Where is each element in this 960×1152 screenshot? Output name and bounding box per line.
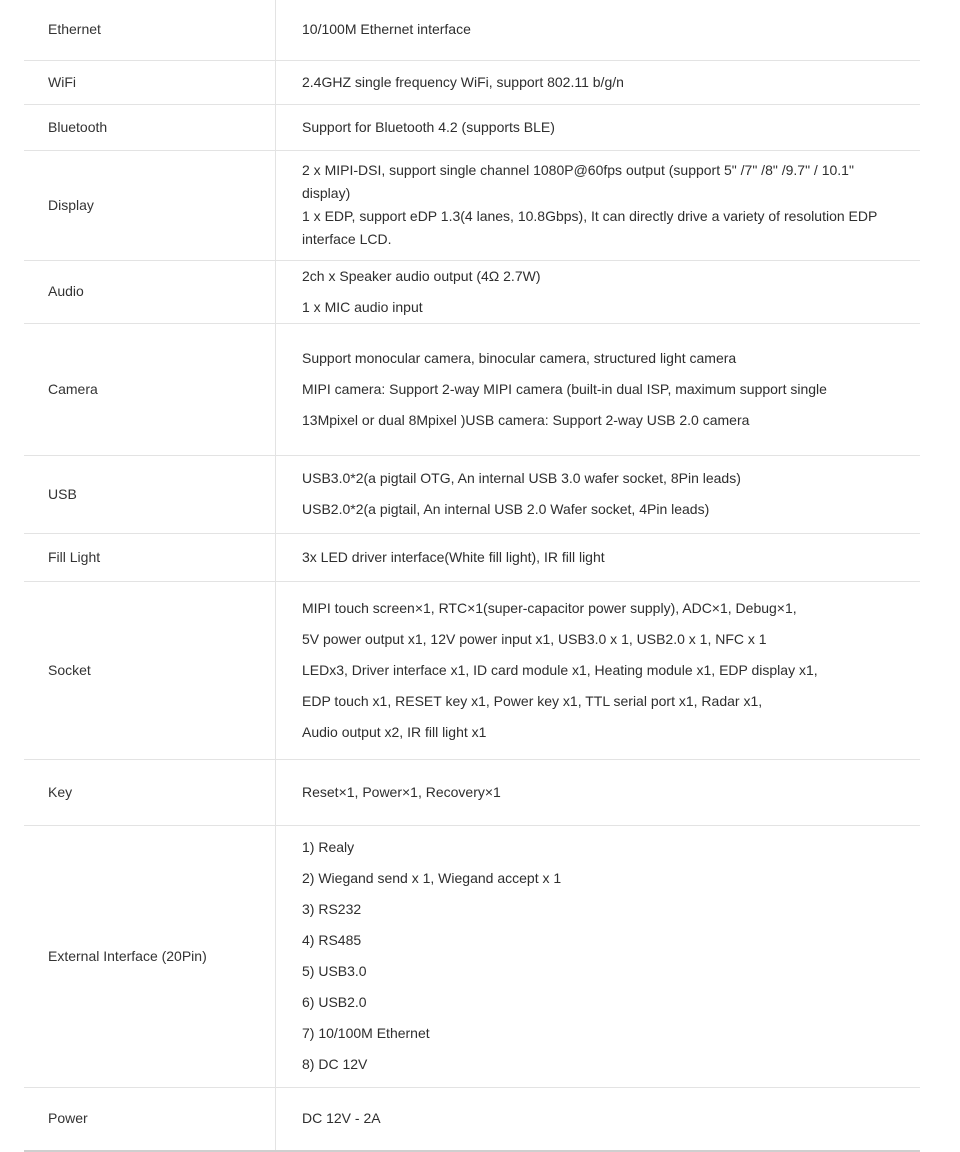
spec-value <box>276 581 921 759</box>
spec-value-line: 8) DC 12V <box>302 1056 368 1072</box>
spec-label: Key <box>24 759 276 825</box>
spec-value <box>276 104 921 150</box>
spec-value-line: 2) Wiegand send x 1, Wiegand accept x 1 <box>302 870 562 886</box>
spec-label: Power <box>24 1087 276 1151</box>
spec-row-key <box>24 759 920 825</box>
spec-row-fill-light <box>24 533 920 581</box>
spec-value <box>276 759 921 825</box>
spec-label: External Interface (20Pin) <box>24 825 276 1087</box>
spec-value-line: MIPI touch screen×1, RTC×1(super-capacitor power supply), ADC×1, Debug×1, <box>302 599 797 616</box>
spec-value-line: 10/100M Ethernet interface <box>302 21 471 38</box>
spec-row-ethernet <box>24 0 920 60</box>
spec-row-camera <box>24 323 920 455</box>
spec-row-external-interface <box>24 825 920 1087</box>
spec-label: Socket <box>24 581 276 759</box>
spec-value-line: 3x LED driver interface(White fill light), IR fill light <box>302 548 605 565</box>
spec-label: Display <box>24 150 276 260</box>
specifications-table <box>24 0 920 1152</box>
spec-value-line: 1) Realy <box>302 839 355 855</box>
spec-value-line: Support for Bluetooth 4.2 (supports BLE) <box>302 118 555 135</box>
spec-row-usb <box>24 455 920 533</box>
spec-row-bluetooth <box>24 104 920 150</box>
spec-value-line: 1 x EDP, support eDP 1.3(4 lanes, 10.8Gbps), It can directly drive a variety of resolution EDP interface LCD. <box>302 208 878 247</box>
spec-value <box>276 150 921 260</box>
spec-row-display <box>24 150 920 260</box>
spec-row-audio <box>24 260 920 323</box>
spec-value-line: 3) RS232 <box>302 901 362 917</box>
spec-label: Fill Light <box>24 533 276 581</box>
spec-value <box>276 323 921 455</box>
spec-value-line: 2.4GHZ single frequency WiFi, support 802.11 b/g/n <box>302 73 624 90</box>
spec-value-line: 4) RS485 <box>302 932 362 948</box>
spec-value-line: 2 x MIPI-DSI, support single channel 1080P@60fps output (support 5" /7" /8" /9.7" / 10.1" display) <box>302 162 854 201</box>
spec-value <box>276 533 921 581</box>
spec-label: Ethernet <box>24 0 276 60</box>
spec-row-wifi <box>24 60 920 104</box>
spec-label: USB <box>24 455 276 533</box>
spec-value <box>276 0 921 60</box>
spec-label: Audio <box>24 260 276 323</box>
spec-value-line: LEDx3, Driver interface x1, ID card module x1, Heating module x1, EDP display x1, <box>302 661 818 678</box>
spec-value-line: 6) USB2.0 <box>302 994 367 1010</box>
spec-value-line: Reset×1, Power×1, Recovery×1 <box>302 783 501 800</box>
spec-value-line: USB3.0*2(a pigtail OTG, An internal USB 3.0 wafer socket, 8Pin leads) <box>302 470 741 486</box>
spec-value-line: 13Mpixel or dual 8Mpixel )USB camera: Support 2-way USB 2.0 camera <box>302 411 750 428</box>
spec-value-line: 7) 10/100M Ethernet <box>302 1025 430 1041</box>
spec-row-power <box>24 1087 920 1151</box>
spec-label: Camera <box>24 323 276 455</box>
spec-value-line: Audio output x2, IR fill light x1 <box>302 723 487 740</box>
spec-row-socket <box>24 581 920 759</box>
spec-value <box>276 825 921 1087</box>
spec-value-line: 5) USB3.0 <box>302 963 367 979</box>
spec-label: Bluetooth <box>24 104 276 150</box>
spec-value-line: 5V power output x1, 12V power input x1, USB3.0 x 1, USB2.0 x 1, NFC x 1 <box>302 630 767 647</box>
spec-value <box>276 1087 921 1151</box>
spec-value-line: MIPI camera: Support 2-way MIPI camera (built-in dual ISP, maximum support single <box>302 380 827 397</box>
spec-label: WiFi <box>24 60 276 104</box>
spec-value-line: USB2.0*2(a pigtail, An internal USB 2.0 Wafer socket, 4Pin leads) <box>302 501 710 517</box>
spec-value-line: Support monocular camera, binocular camera, structured light camera <box>302 349 737 366</box>
spec-value-line: DC 12V - 2A <box>302 1110 381 1127</box>
spec-value-line: EDP touch x1, RESET key x1, Power key x1, TTL serial port x1, Radar x1, <box>302 692 763 709</box>
spec-value <box>276 260 921 323</box>
spec-value-line: 1 x MIC audio input <box>302 298 423 315</box>
spec-value <box>276 60 921 104</box>
spec-value <box>276 455 921 533</box>
spec-value-line: 2ch x Speaker audio output (4Ω 2.7W) <box>302 267 541 284</box>
